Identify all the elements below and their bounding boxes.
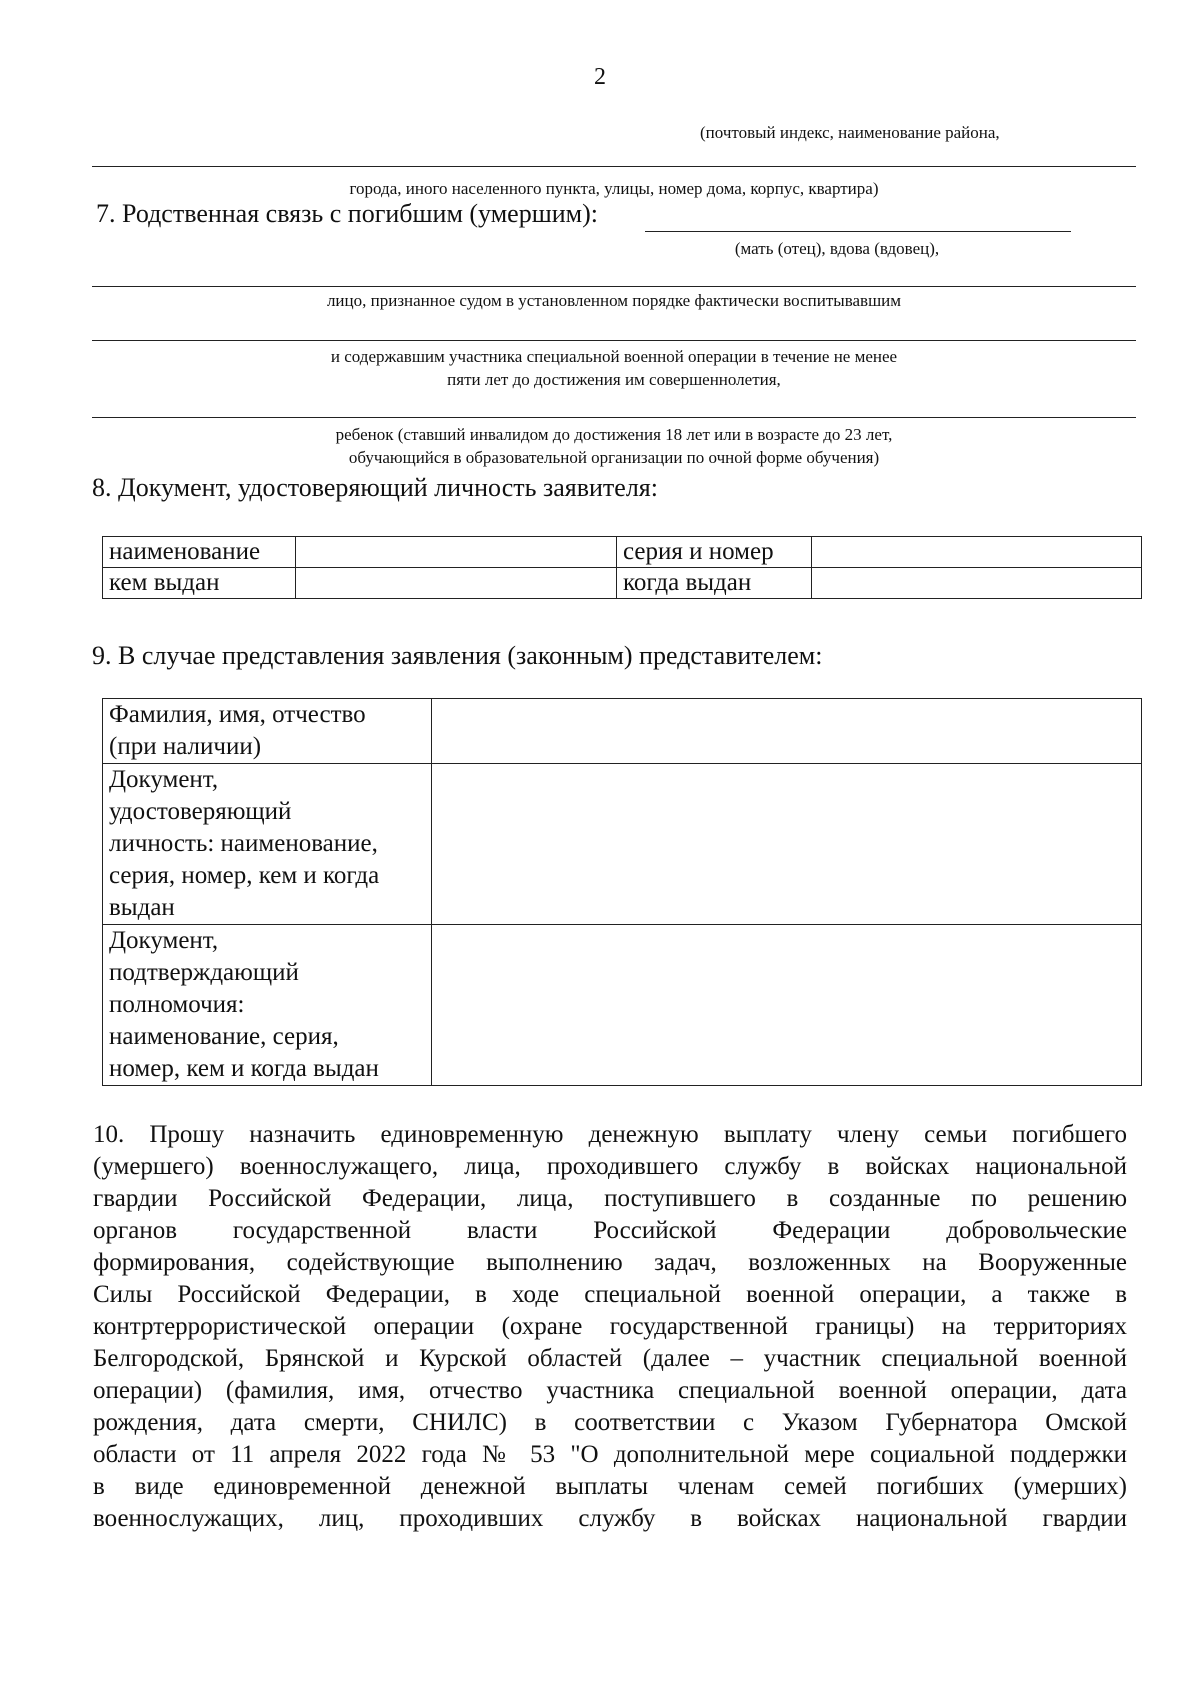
section7-title: 7. Родственная связь с погибшим (умершим): bbox=[96, 199, 598, 228]
address-hint-1: (почтовый индекс, наименование района, bbox=[700, 123, 1000, 142]
rep-id-doc-label-line: удостоверяющий bbox=[109, 798, 292, 825]
rep-id-doc-label bbox=[103, 764, 432, 925]
address-line[interactable] bbox=[92, 166, 1136, 167]
section9-title: 9. В случае представления заявления (законным) представителем: bbox=[92, 641, 823, 670]
section7-hint-3b: пяти лет до достижения им совершеннолетия, bbox=[447, 370, 781, 389]
relationship-input-line[interactable] bbox=[645, 231, 1071, 232]
rep-authority-doc-label-line: полномочия: bbox=[109, 991, 245, 1018]
section10-line: рождения, дата смерти, СНИЛС) в соответствии с Указом Губернатора Омской bbox=[93, 1409, 1127, 1436]
section10-line: операции) (фамилия, имя, отчество участника специальной военной операции, дата bbox=[93, 1377, 1127, 1404]
page-number: 2 bbox=[594, 64, 606, 90]
section10-line: гвардии Российской Федерации, лица, поступившего в созданные по решению bbox=[93, 1185, 1127, 1212]
rep-id-doc-field[interactable] bbox=[432, 764, 1142, 925]
section10-line: в виде единовременной денежной выплаты членам семей погибших (умерших) bbox=[93, 1473, 1127, 1500]
rep-id-doc-label-line: личность: наименование, bbox=[109, 830, 378, 857]
rep-id-doc-label-line: серия, номер, кем и когда bbox=[109, 862, 380, 889]
section10-line: военнослужащих, лиц, проходивших службу в войсках национальной гвардии bbox=[93, 1505, 1127, 1532]
rep-id-doc-label-line: Документ, bbox=[109, 766, 219, 793]
section10-line: Силы Российской Федерации, в ходе специальной военной операции, а также в bbox=[93, 1281, 1127, 1308]
doc-name-label: наименование bbox=[103, 537, 296, 568]
doc-issued-by-field[interactable] bbox=[296, 568, 617, 599]
representative-table bbox=[102, 698, 1142, 1086]
rep-authority-doc-label bbox=[103, 925, 432, 1086]
section7-hint-3a: и содержавшим участника специальной военной операции в течение не менее bbox=[330, 347, 898, 366]
section8-title: 8. Документ, удостоверяющий личность заявителя: bbox=[92, 473, 658, 502]
section7-hint-4a: ребенок (ставший инвалидом до достижения 18 лет или в возрасте до 23 лет, bbox=[335, 425, 893, 444]
address-hint-2: города, иного населенного пункта, улицы, номер дома, корпус, квартира) bbox=[349, 179, 879, 198]
relationship-line-2[interactable] bbox=[92, 286, 1136, 287]
rep-authority-doc-field[interactable] bbox=[432, 925, 1142, 1086]
section10-line: формирования, содействующие выполнению задач, возложенных на Вооруженные bbox=[93, 1249, 1127, 1276]
doc-issued-by-label: кем выдан bbox=[103, 568, 296, 599]
doc-issued-date-field[interactable] bbox=[812, 568, 1142, 599]
doc-issued-date-label: когда выдан bbox=[617, 568, 812, 599]
rep-fio-field[interactable] bbox=[432, 699, 1142, 764]
section7-hint-4b: обучающийся в образовательной организации по очной форме обучения) bbox=[348, 448, 880, 467]
rep-id-doc-label-line: выдан bbox=[109, 894, 175, 921]
section10-paragraph bbox=[93, 1119, 1127, 1535]
doc-series-label: серия и номер bbox=[617, 537, 812, 568]
rep-fio-label-line: Фамилия, имя, отчество bbox=[109, 701, 366, 728]
section7-hint-2: лицо, признанное судом в установленном порядке фактически воспитывавшим bbox=[326, 291, 902, 310]
section10-line: органов государственной власти Российской Федерации добровольческие bbox=[93, 1217, 1127, 1244]
section10-line: 10. Прошу назначить единовременную денежную выплату члену семьи погибшего bbox=[93, 1121, 1127, 1148]
rep-authority-doc-label-line: Документ, bbox=[109, 927, 219, 954]
section10-line: контртеррористической операции (охране государственной границы) на территориях bbox=[93, 1313, 1127, 1340]
relationship-line-3[interactable] bbox=[92, 340, 1136, 341]
rep-authority-doc-label-line: подтверждающий bbox=[109, 959, 299, 986]
relationship-line-4[interactable] bbox=[92, 417, 1136, 418]
section10-line: (умершего) военнослужащего, лица, проходившего службу в войсках национальной bbox=[93, 1153, 1127, 1180]
section10-line: Белгородской, Брянской и Курской областей (далее – участник специальной военной bbox=[93, 1345, 1127, 1372]
rep-authority-doc-label-line: наименование, серия, bbox=[109, 1023, 339, 1050]
doc-name-field[interactable] bbox=[296, 537, 617, 568]
rep-fio-label-line: (при наличии) bbox=[109, 733, 262, 760]
section7-hint-1: (мать (отец), вдова (вдовец), bbox=[734, 239, 940, 258]
rep-authority-doc-label-line: номер, кем и когда выдан bbox=[109, 1055, 379, 1082]
rep-fio-label bbox=[103, 699, 432, 764]
applicant-document-table bbox=[102, 536, 1142, 599]
doc-series-field[interactable] bbox=[812, 537, 1142, 568]
section10-line: области от 11 апреля 2022 года № 53 "О дополнительной мере социальной поддержки bbox=[93, 1441, 1127, 1468]
